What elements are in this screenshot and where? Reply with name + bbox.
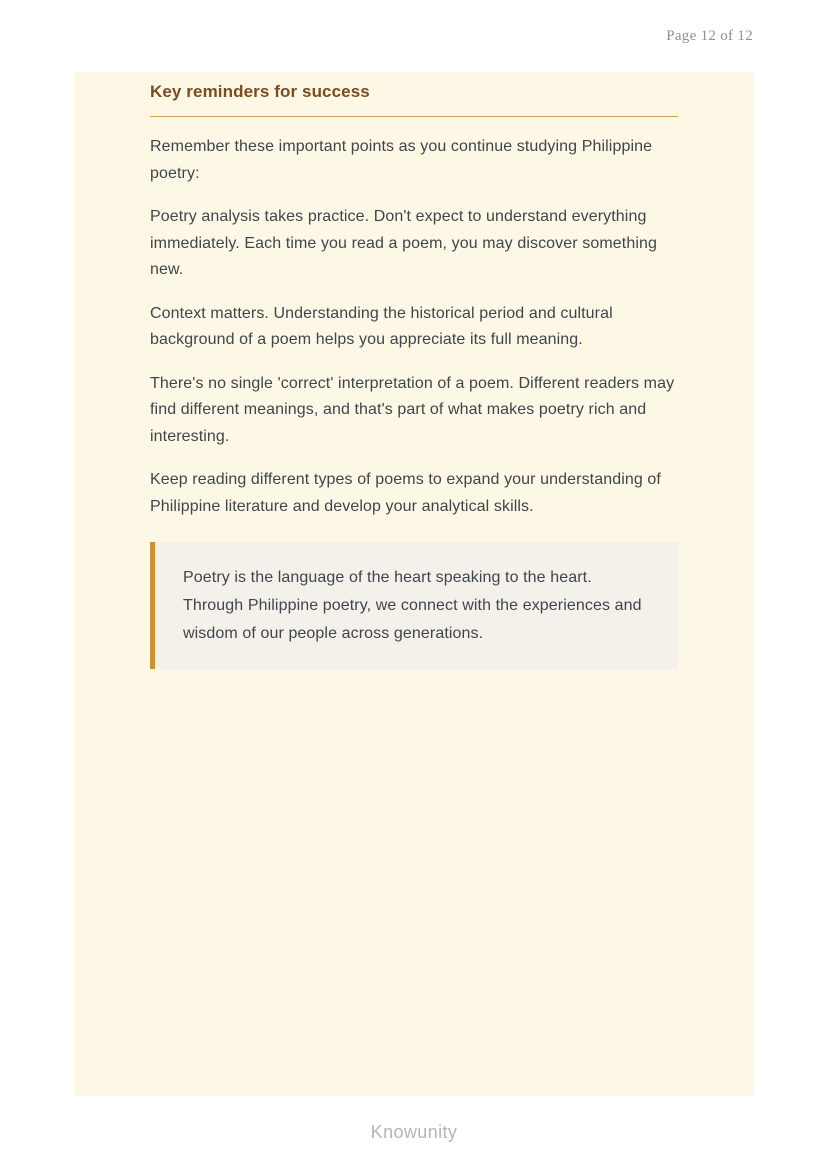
paragraph-interpretation: There's no single 'correct' interpretation of a poem. Different readers may find different meanings, and that's part of what makes poetry rich and interesting. (150, 374, 675, 445)
paragraph-practice: Poetry analysis takes practice. Don't expect to understand everything immediately. Each time you read a poem, you may discover something new. (150, 208, 657, 278)
body-copy (150, 134, 678, 520)
footer-brand: Knowunity (370, 1122, 458, 1142)
paragraph-intro: Remember these important points as you continue studying Philippine poetry: (150, 138, 653, 182)
paragraph-keep-reading: Keep reading different types of poems to expand your understanding of Philippine literature and develop your analytical skills. (150, 471, 661, 515)
page-indicator: Page 12 of 12 (666, 28, 753, 44)
section-heading: Key reminders for success (150, 82, 678, 117)
quote-text: Poetry is the language of the heart speaking to the heart. Through Philippine poetry, we connect with the experiences and wisdom of our people across generations. (183, 569, 642, 642)
quote-block (150, 542, 678, 669)
document-sheet (74, 72, 754, 1096)
paragraph-context: Context matters. Understanding the historical period and cultural background of a poem helps you appreciate its full meaning. (150, 304, 613, 348)
